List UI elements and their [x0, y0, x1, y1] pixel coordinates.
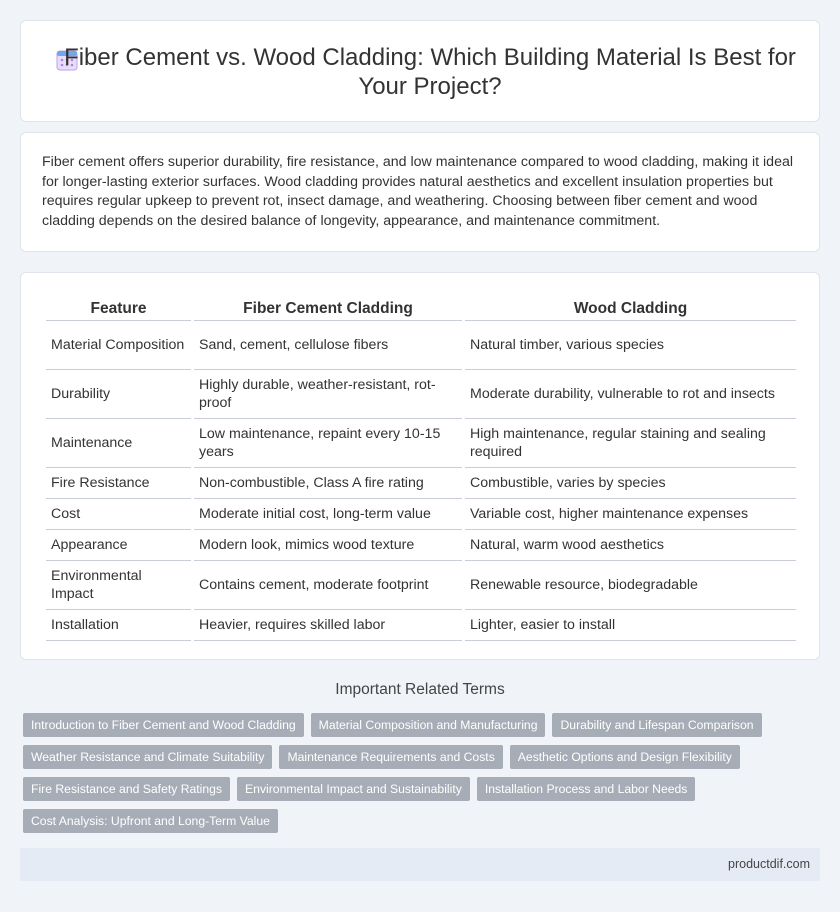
- table-row: [46, 561, 796, 610]
- table-cell: Combustible, varies by species: [465, 468, 796, 499]
- related-term-tag[interactable]: Introduction to Fiber Cement and Wood Cladding: [23, 713, 304, 737]
- related-term-tag[interactable]: Fire Resistance and Safety Ratings: [23, 777, 230, 801]
- table-row: [46, 610, 796, 641]
- related-term-tag[interactable]: Material Composition and Manufacturing: [311, 713, 546, 737]
- table-cell: Lighter, easier to install: [465, 610, 796, 641]
- related-term-tag[interactable]: Durability and Lifespan Comparison: [552, 713, 761, 737]
- table-cell: Durability: [46, 370, 191, 419]
- related-terms-list: [23, 713, 813, 833]
- comparison-table: [43, 297, 799, 641]
- table-header-row: [46, 297, 796, 321]
- table-cell: Moderate initial cost, long-term value: [194, 499, 462, 530]
- table-cell: Modern look, mimics wood texture: [194, 530, 462, 561]
- table-cell: Sand, cement, cellulose fibers: [194, 321, 462, 370]
- title-card: [20, 20, 820, 122]
- table-cell: Moderate durability, vulnerable to rot and insects: [465, 370, 796, 419]
- table-cell: Heavier, requires skilled labor: [194, 610, 462, 641]
- related-term-tag[interactable]: Maintenance Requirements and Costs: [279, 745, 502, 769]
- header-fiber-cement: Fiber Cement Cladding: [194, 297, 462, 321]
- table-cell: Highly durable, weather-resistant, rot-proof: [194, 370, 462, 419]
- table-row: [46, 530, 796, 561]
- comparison-card: [20, 272, 820, 660]
- table-row: [46, 419, 796, 468]
- table-row: [46, 321, 796, 370]
- table-cell: High maintenance, regular staining and sealing required: [465, 419, 796, 468]
- table-cell: Material Composition: [46, 321, 191, 370]
- related-term-tag[interactable]: Aesthetic Options and Design Flexibility: [510, 745, 740, 769]
- footer-site-link[interactable]: productdif.com: [728, 857, 810, 871]
- table-cell: Natural, warm wood aesthetics: [465, 530, 796, 561]
- table-cell: Renewable resource, biodegradable: [465, 561, 796, 610]
- header-feature: Feature: [46, 297, 191, 321]
- table-cell: Environmental Impact: [46, 561, 191, 610]
- intro-paragraph: Fiber cement offers superior durability, fire resistance, and low maintenance compared to wood cladding, making it ideal for longer-lasting exterior surfaces. Wood cladding provides natural aesthetics and excellent insulation properties but requires regular upkeep to prevent rot, insect damage, and weathering. Choosing between fiber cement and wood cladding depends on the desired balance of longevity, appearance, and maintenance commitment.: [42, 154, 794, 229]
- related-term-tag[interactable]: Installation Process and Labor Needs: [477, 777, 696, 801]
- footer: [20, 848, 820, 881]
- table-cell: Natural timber, various species: [465, 321, 796, 370]
- related-term-tag[interactable]: Cost Analysis: Upfront and Long-Term Value: [23, 809, 278, 833]
- header-wood: Wood Cladding: [465, 297, 796, 321]
- table-row: [46, 499, 796, 530]
- table-row: [46, 370, 796, 419]
- table-cell: Fire Resistance: [46, 468, 191, 499]
- table-cell: Installation: [46, 610, 191, 641]
- table-cell: Contains cement, moderate footprint: [194, 561, 462, 610]
- table-cell: Cost: [46, 499, 191, 530]
- related-term-tag[interactable]: Weather Resistance and Climate Suitability: [23, 745, 272, 769]
- intro-card: [20, 132, 820, 252]
- table-cell: Non-combustible, Class A fire rating: [194, 468, 462, 499]
- table-cell: Low maintenance, repaint every 10-15 years: [194, 419, 462, 468]
- related-term-tag[interactable]: Environmental Impact and Sustainability: [237, 777, 470, 801]
- table-cell: Appearance: [46, 530, 191, 561]
- page-title: Fiber Cement vs. Wood Cladding: Which Building Material Is Best for Your Project?: [64, 44, 796, 100]
- table-row: [46, 468, 796, 499]
- related-terms-heading: Important Related Terms: [335, 681, 505, 698]
- table-cell: Maintenance: [46, 419, 191, 468]
- table-cell: Variable cost, higher maintenance expenses: [465, 499, 796, 530]
